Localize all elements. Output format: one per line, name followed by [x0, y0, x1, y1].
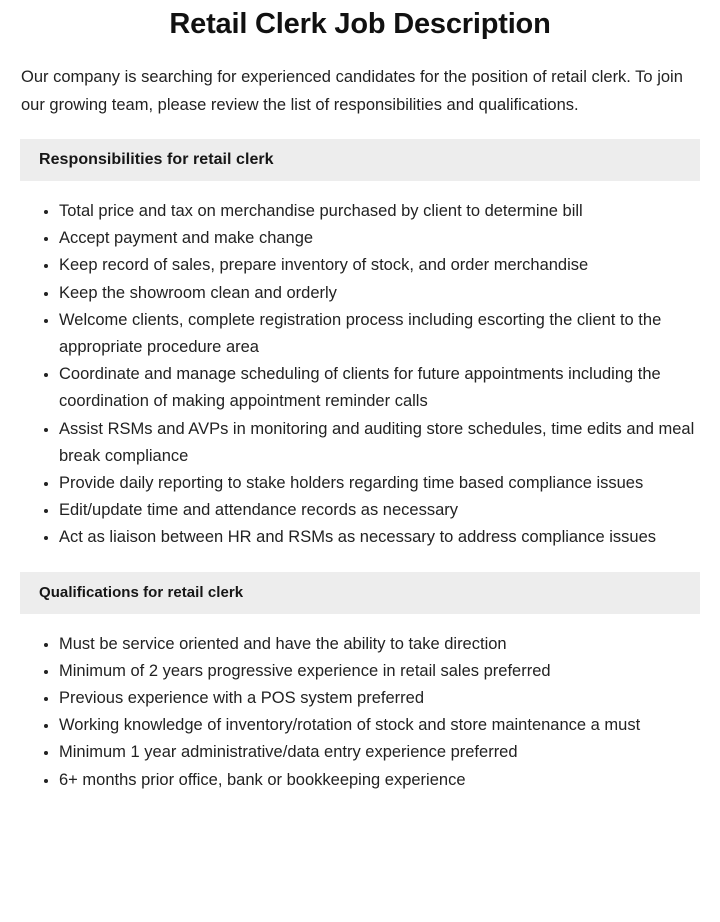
bottom-spacer: [21, 794, 699, 816]
list-item: Minimum of 2 years progressive experience in retail sales preferred: [21, 658, 699, 685]
section-responsibilities: [21, 139, 699, 552]
list-item: Act as liaison between HR and RSMs as necessary to address compliance issues: [21, 524, 699, 551]
list-item: Keep the showroom clean and orderly: [21, 280, 699, 307]
section-header-qualifications: [20, 572, 700, 614]
list-item: Welcome clients, complete registration process including escorting the client to the appropriate procedure area: [21, 307, 699, 361]
list-item: Provide daily reporting to stake holders regarding time based compliance issues: [21, 470, 699, 497]
intro-paragraph: Our company is searching for experienced candidates for the position of retail clerk. To join our growing team, please review the list of responsibilities and qualifications.: [21, 68, 683, 114]
list-item: Must be service oriented and have the ability to take direction: [21, 631, 699, 658]
responsibilities-list: [21, 181, 699, 552]
section-heading-label: Qualifications for retail clerk: [39, 584, 244, 602]
list-item: Assist RSMs and AVPs in monitoring and auditing store schedules, time edits and meal break compliance: [21, 416, 699, 470]
list-item: Total price and tax on merchandise purchased by client to determine bill: [21, 198, 699, 225]
list-item: Accept payment and make change: [21, 225, 699, 252]
list-item: 6+ months prior office, bank or bookkeeping experience: [21, 767, 699, 794]
section-header-responsibilities: [20, 139, 700, 181]
list-item: Edit/update time and attendance records as necessary: [21, 497, 699, 524]
list-item: Keep record of sales, prepare inventory of stock, and order merchandise: [21, 252, 699, 279]
section-qualifications: [21, 572, 699, 794]
list-item: Working knowledge of inventory/rotation of stock and store maintenance a must: [21, 712, 699, 739]
qualifications-list: [21, 614, 699, 794]
list-item: Coordinate and manage scheduling of clients for future appointments including the coordination of making appointment reminder calls: [21, 361, 699, 415]
list-item: Minimum 1 year administrative/data entry experience preferred: [21, 739, 699, 766]
page-title: Retail Clerk Job Description: [169, 8, 551, 40]
list-item: Previous experience with a POS system preferred: [21, 685, 699, 712]
section-heading-label: Responsibilities for retail clerk: [39, 151, 274, 168]
